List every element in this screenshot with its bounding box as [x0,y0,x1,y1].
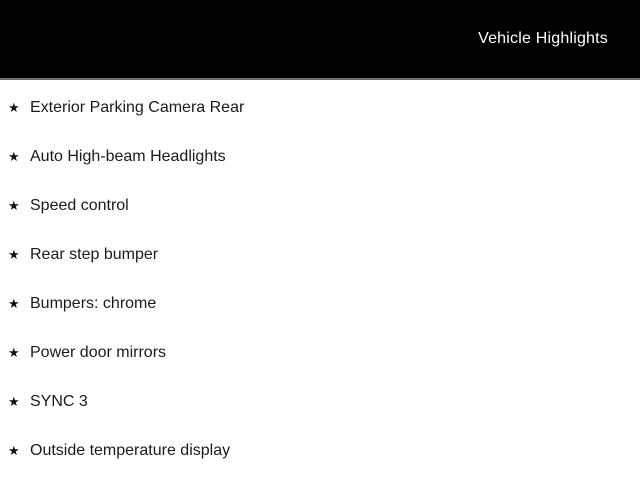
feature-label: Outside temperature display [30,442,231,459]
feature-label: SYNC 3 [30,393,88,410]
star-icon: ★ [8,296,20,311]
list-item [8,377,640,426]
star-icon: ★ [8,394,20,409]
list-item [8,132,640,181]
star-icon: ★ [8,247,20,262]
feature-label: Power door mirrors [30,344,167,361]
list-item [8,426,640,475]
star-icon: ★ [8,100,20,115]
feature-label: Rear step bumper [30,246,159,263]
feature-label: Exterior Parking Camera Rear [30,99,245,116]
list-item [8,83,640,132]
list-item [8,181,640,230]
page-title: Vehicle Highlights [478,30,608,47]
feature-label: Bumpers: chrome [30,295,157,312]
feature-label: Speed control [30,197,129,214]
feature-label: Auto High-beam Headlights [30,148,226,165]
star-icon: ★ [8,443,20,458]
vehicle-highlights-header [0,0,640,80]
star-icon: ★ [8,345,20,360]
star-icon: ★ [8,149,20,164]
list-item [8,230,640,279]
list-item [8,279,640,328]
feature-list [0,80,640,475]
list-item [8,328,640,377]
star-icon: ★ [8,198,20,213]
